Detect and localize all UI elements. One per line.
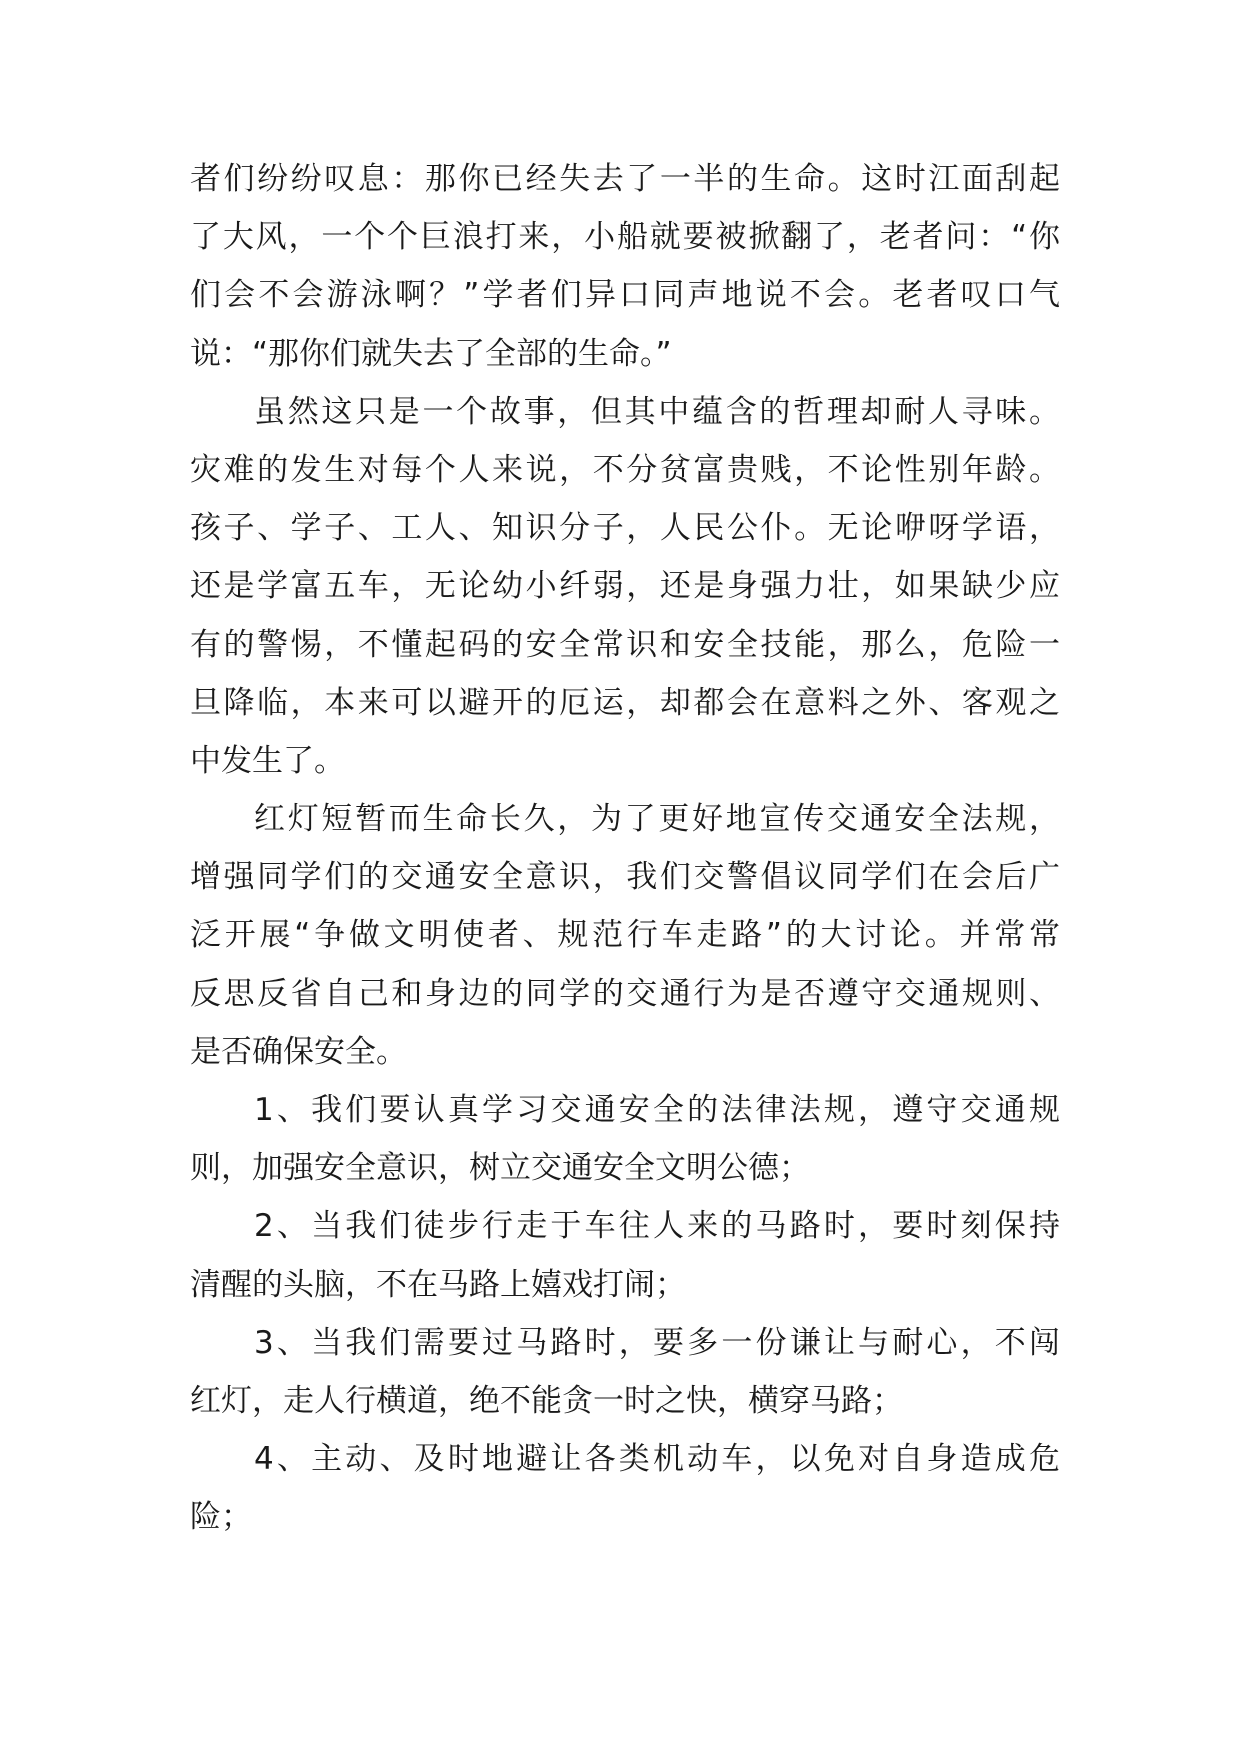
list-item-3-first-line: 3、当我们需要过马路时，要多一份谦让与耐心，不闯: [254, 1324, 1060, 1361]
paragraph-first-line: 红灯短暂而生命长久，为了更好地宣传交通安全法规，: [254, 801, 1060, 838]
text-line: 反思反省自己和身边的同学的交通行为是否遵守交通规则、: [190, 975, 1060, 1012]
list-item-3-continuation: 红灯，走人行横道，绝不能贪一时之快，横穿马路；: [190, 1382, 903, 1419]
text-line: 增强同学们的交通安全意识，我们交警倡议同学们在会后广: [190, 859, 1060, 896]
document-body: [190, 150, 1060, 1547]
text-line: 孩子、学子、工人、知识分子，人民公仆。无论咿呀学语，: [190, 510, 1060, 547]
paragraph-first-line: 虽然这只是一个故事，但其中蕴含的哲理却耐人寻味。: [254, 393, 1060, 430]
list-item-4-first-line: 4、主动、及时地避让各类机动车，以免对自身造成危: [254, 1441, 1060, 1478]
list-item-1-first-line: 1、我们要认真学习交通安全的法律法规，遵守交通规: [254, 1092, 1060, 1128]
list-item-4-continuation: 险；: [190, 1499, 252, 1536]
text-line: 旦降临，本来可以避开的厄运，却都会在意料之外、客观之: [190, 684, 1060, 721]
list-item-1-continuation: 则，加强安全意识，树立交通安全文明公德；: [190, 1150, 810, 1187]
text-line: 是否确保安全。: [190, 1033, 407, 1070]
text-line: 泛开展“争做文明使者、规范行车走路”的大讨论。并常常: [190, 917, 1060, 954]
text-line: 有的警惕，不懂起码的安全常识和安全技能，那么，危险一: [190, 626, 1060, 663]
text-line: 们会不会游泳啊？”学者们异口同声地说不会。老者叹口气: [190, 277, 1060, 314]
text-line: 还是学富五车，无论幼小纤弱，还是身强力壮，如果缺少应: [190, 568, 1060, 605]
list-item-2-first-line: 2、当我们徒步行走于车往人来的马路时，要时刻保持: [254, 1208, 1060, 1245]
text-line: 者们纷纷叹息：那你已经失去了一半的生命。这时江面刮起: [190, 161, 1060, 197]
text-line: 说：“那你们就失去了全部的生命。”: [190, 335, 672, 372]
text-line: 了大风，一个个巨浪打来，小船就要被掀翻了，老者问：“你: [190, 219, 1060, 256]
text-line: 灾难的发生对每个人来说，不分贫富贵贱，不论性别年龄。: [190, 451, 1060, 488]
text-line: 中发生了。: [190, 742, 345, 779]
list-item-2-continuation: 清醒的头脑，不在马路上嬉戏打闹；: [190, 1266, 686, 1303]
